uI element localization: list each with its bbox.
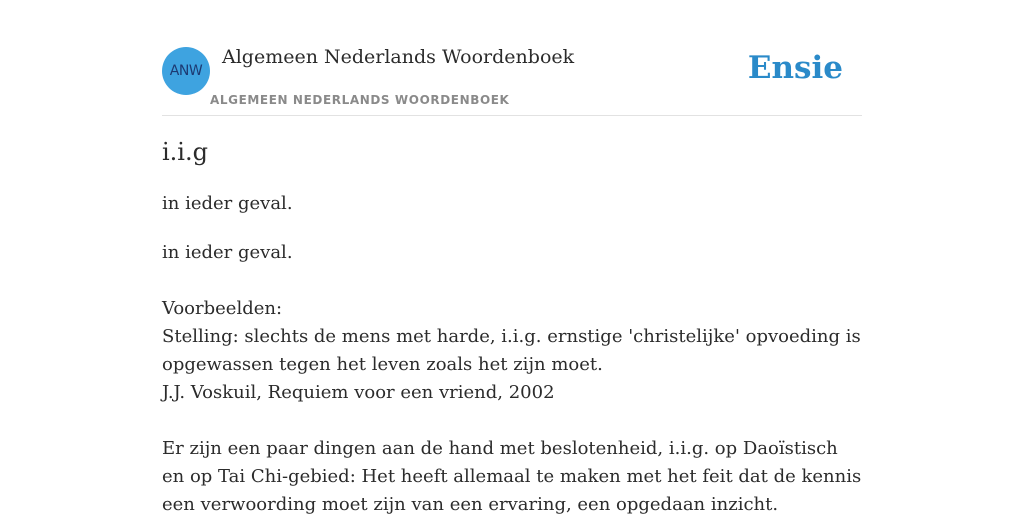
spacer (162, 267, 862, 295)
brand-logo[interactable]: Ensie (747, 50, 843, 86)
example-text: Stelling: slechts de mens met harde, i.i.g. ernstige 'christelijke' opvoeding is opgewassen tegen het leven zoals het zijn moet. (162, 326, 861, 375)
spacer (162, 407, 862, 435)
example-source: J.J. Voskuil, Requiem voor een vriend, 2002 (162, 382, 555, 403)
entry-body (162, 239, 862, 519)
source-title-link[interactable]: Algemeen Nederlands Woordenboek (222, 46, 575, 68)
page-container (162, 0, 862, 515)
definition-text: in ieder geval. (162, 242, 293, 263)
source-subtitle: ALGEMEEN NEDERLANDS WOORDENBOEK (210, 93, 510, 107)
entry-term: i.i.g (162, 138, 208, 166)
source-logo[interactable] (162, 47, 210, 95)
examples-heading: Voorbeelden: (162, 298, 283, 319)
source-logo-text: ANW (169, 63, 203, 79)
example-text: Er zijn een paar dingen aan de hand met beslotenheid, i.i.g. op Daoïstisch en op Tai Chi-gebied: Het heeft allemaal te maken met het feit dat de kennis een verwoording moet zijn van een ervaring, een opgedaan inzicht. (162, 438, 862, 515)
short-definition: in ieder geval. (162, 193, 293, 214)
entry-header (162, 0, 862, 116)
